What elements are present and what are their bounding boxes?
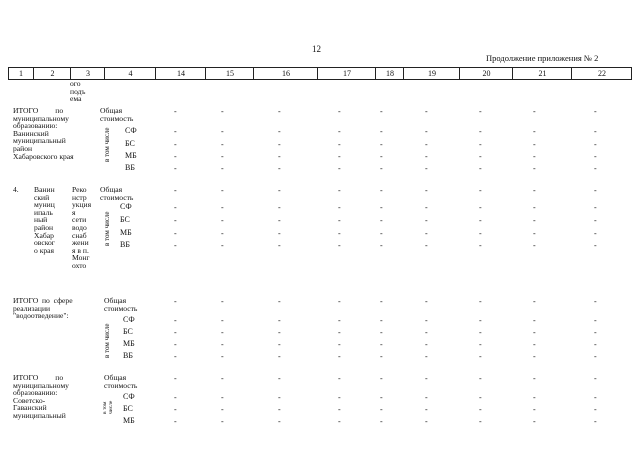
empty-cell-dash: -: [278, 352, 281, 361]
empty-cell-dash: -: [380, 297, 383, 306]
empty-cell-dash: -: [533, 393, 536, 402]
empty-cell-dash: -: [594, 127, 597, 136]
empty-cell-dash: -: [594, 186, 597, 195]
empty-cell-dash: -: [338, 352, 341, 361]
empty-cell-dash: -: [594, 417, 597, 426]
empty-cell-dash: -: [479, 405, 482, 414]
empty-cell-dash: -: [278, 203, 281, 212]
empty-cell-dash: -: [533, 229, 536, 238]
empty-cell-dash: -: [533, 417, 536, 426]
empty-cell-dash: -: [594, 203, 597, 212]
empty-cell-dash: -: [338, 405, 341, 414]
empty-cell-dash: -: [479, 241, 482, 250]
empty-cell-dash: -: [174, 352, 177, 361]
empty-cell-dash: -: [278, 340, 281, 349]
group2-row-bs: БС: [120, 215, 130, 224]
empty-cell-dash: -: [533, 203, 536, 212]
header-col-4: 4: [104, 68, 156, 79]
empty-cell-dash: -: [479, 186, 482, 195]
empty-cell-dash: -: [479, 328, 482, 337]
empty-cell-dash: -: [479, 140, 482, 149]
col3-fragment: ого подъ ема: [70, 79, 86, 104]
group1-total-label: Общая стоимость: [100, 106, 134, 123]
empty-cell-dash: -: [594, 316, 597, 325]
empty-cell-dash: -: [174, 229, 177, 238]
header-col-19: 19: [403, 68, 460, 79]
empty-cell-dash: -: [425, 405, 428, 414]
empty-cell-dash: -: [425, 417, 428, 426]
group2-row-vb: ВБ: [120, 240, 130, 249]
empty-cell-dash: -: [425, 352, 428, 361]
empty-cell-dash: -: [278, 297, 281, 306]
header-col-21: 21: [512, 68, 572, 79]
empty-cell-dash: -: [174, 374, 177, 383]
empty-cell-dash: -: [594, 107, 597, 116]
empty-cell-dash: -: [594, 229, 597, 238]
empty-cell-dash: -: [479, 152, 482, 161]
empty-cell-dash: -: [479, 216, 482, 225]
empty-cell-dash: -: [425, 107, 428, 116]
empty-cell-dash: -: [221, 340, 224, 349]
empty-cell-dash: -: [174, 340, 177, 349]
page-number: 12: [312, 44, 321, 54]
empty-cell-dash: -: [338, 229, 341, 238]
header-col-22: 22: [571, 68, 632, 79]
empty-cell-dash: -: [594, 297, 597, 306]
empty-cell-dash: -: [174, 107, 177, 116]
empty-cell-dash: -: [278, 316, 281, 325]
empty-cell-dash: -: [594, 393, 597, 402]
empty-cell-dash: -: [338, 393, 341, 402]
group4-title: ИТОГО по муниципальному образованию: Советско- Гаванский муниципальный: [13, 373, 69, 420]
group3-row-vb: ВБ: [123, 351, 133, 360]
empty-cell-dash: -: [174, 417, 177, 426]
empty-cell-dash: -: [278, 107, 281, 116]
empty-cell-dash: -: [278, 417, 281, 426]
empty-cell-dash: -: [479, 417, 482, 426]
empty-cell-dash: -: [533, 140, 536, 149]
empty-cell-dash: -: [278, 216, 281, 225]
empty-cell-dash: -: [533, 316, 536, 325]
empty-cell-dash: -: [594, 140, 597, 149]
empty-cell-dash: -: [380, 164, 383, 173]
header-col-2: 2: [33, 68, 71, 79]
empty-cell-dash: -: [221, 229, 224, 238]
empty-cell-dash: -: [221, 164, 224, 173]
empty-cell-dash: -: [221, 352, 224, 361]
group2-in-that: в том числе: [103, 211, 111, 246]
empty-cell-dash: -: [278, 328, 281, 337]
continuation-title: Продолжение приложения № 2: [486, 53, 599, 63]
empty-cell-dash: -: [174, 127, 177, 136]
group2-number: 4.: [13, 185, 19, 194]
header-col-18: 18: [375, 68, 404, 79]
empty-cell-dash: -: [533, 107, 536, 116]
empty-cell-dash: -: [594, 374, 597, 383]
empty-cell-dash: -: [479, 127, 482, 136]
empty-cell-dash: -: [338, 164, 341, 173]
group3-total-label: Общая стоимость: [104, 296, 138, 313]
empty-cell-dash: -: [278, 186, 281, 195]
group1-row-sf: СФ: [125, 126, 137, 135]
empty-cell-dash: -: [221, 127, 224, 136]
empty-cell-dash: -: [221, 316, 224, 325]
group3-row-mb: МБ: [123, 339, 135, 348]
group2-row-sf: СФ: [120, 202, 132, 211]
empty-cell-dash: -: [221, 374, 224, 383]
empty-cell-dash: -: [221, 417, 224, 426]
empty-cell-dash: -: [380, 340, 383, 349]
empty-cell-dash: -: [425, 127, 428, 136]
header-col-15: 15: [205, 68, 254, 79]
empty-cell-dash: -: [425, 186, 428, 195]
empty-cell-dash: -: [380, 216, 383, 225]
empty-cell-dash: -: [221, 203, 224, 212]
empty-cell-dash: -: [533, 340, 536, 349]
empty-cell-dash: -: [380, 186, 383, 195]
empty-cell-dash: -: [278, 140, 281, 149]
group4-total-label: Общая стоимость: [104, 373, 138, 390]
empty-cell-dash: -: [479, 393, 482, 402]
empty-cell-dash: -: [425, 374, 428, 383]
empty-cell-dash: -: [594, 340, 597, 349]
empty-cell-dash: -: [221, 107, 224, 116]
group1-row-mb: МБ: [125, 151, 137, 160]
empty-cell-dash: -: [425, 393, 428, 402]
empty-cell-dash: -: [278, 229, 281, 238]
group3-row-sf: СФ: [123, 315, 135, 324]
empty-cell-dash: -: [380, 405, 383, 414]
empty-cell-dash: -: [174, 216, 177, 225]
empty-cell-dash: -: [174, 328, 177, 337]
group1-in-that: в том числе: [103, 127, 111, 162]
empty-cell-dash: -: [338, 316, 341, 325]
empty-cell-dash: -: [594, 352, 597, 361]
empty-cell-dash: -: [594, 164, 597, 173]
empty-cell-dash: -: [174, 316, 177, 325]
header-col-1: 1: [19, 69, 23, 78]
empty-cell-dash: -: [533, 241, 536, 250]
empty-cell-dash: -: [425, 328, 428, 337]
empty-cell-dash: -: [425, 164, 428, 173]
empty-cell-dash: -: [338, 328, 341, 337]
empty-cell-dash: -: [479, 316, 482, 325]
empty-cell-dash: -: [479, 203, 482, 212]
group2-col3: Реко нстр укция я сети водо снаб жени я в п. Монг охто: [72, 185, 92, 270]
empty-cell-dash: -: [278, 374, 281, 383]
empty-cell-dash: -: [338, 203, 341, 212]
group2-row-mb: МБ: [120, 228, 132, 237]
empty-cell-dash: -: [278, 164, 281, 173]
empty-cell-dash: -: [338, 417, 341, 426]
empty-cell-dash: -: [594, 328, 597, 337]
table-header: [8, 67, 632, 80]
empty-cell-dash: -: [380, 229, 383, 238]
empty-cell-dash: -: [338, 140, 341, 149]
empty-cell-dash: -: [174, 164, 177, 173]
empty-cell-dash: -: [278, 127, 281, 136]
empty-cell-dash: -: [479, 229, 482, 238]
group2-col2: Ванин ский муниц ипаль ный район Хабар овског о края: [34, 185, 55, 255]
group4-row-sf: СФ: [123, 392, 135, 401]
group4-row-mb: МБ: [123, 416, 135, 425]
empty-cell-dash: -: [338, 216, 341, 225]
empty-cell-dash: -: [479, 164, 482, 173]
empty-cell-dash: -: [533, 297, 536, 306]
empty-cell-dash: -: [338, 152, 341, 161]
empty-cell-dash: -: [479, 374, 482, 383]
group1-title: ИТОГО по муниципальному образованию: Ванинский муниципальный район Хабаровского края: [13, 106, 74, 161]
empty-cell-dash: -: [594, 152, 597, 161]
empty-cell-dash: -: [425, 340, 428, 349]
empty-cell-dash: -: [380, 328, 383, 337]
empty-cell-dash: -: [174, 241, 177, 250]
empty-cell-dash: -: [594, 241, 597, 250]
empty-cell-dash: -: [380, 127, 383, 136]
empty-cell-dash: -: [221, 140, 224, 149]
empty-cell-dash: -: [174, 152, 177, 161]
empty-cell-dash: -: [174, 297, 177, 306]
empty-cell-dash: -: [380, 417, 383, 426]
group4-row-bs: БС: [123, 404, 133, 413]
header-col-14: 14: [155, 68, 206, 79]
empty-cell-dash: -: [533, 152, 536, 161]
group1-row-bs: БС: [125, 139, 135, 148]
empty-cell-dash: -: [174, 140, 177, 149]
empty-cell-dash: -: [380, 241, 383, 250]
empty-cell-dash: -: [278, 152, 281, 161]
empty-cell-dash: -: [221, 297, 224, 306]
empty-cell-dash: -: [479, 340, 482, 349]
empty-cell-dash: -: [338, 340, 341, 349]
group3-row-bs: БС: [123, 327, 133, 336]
empty-cell-dash: -: [338, 374, 341, 383]
empty-cell-dash: -: [380, 140, 383, 149]
empty-cell-dash: -: [338, 107, 341, 116]
empty-cell-dash: -: [174, 393, 177, 402]
empty-cell-dash: -: [380, 107, 383, 116]
empty-cell-dash: -: [278, 393, 281, 402]
empty-cell-dash: -: [479, 107, 482, 116]
empty-cell-dash: -: [594, 405, 597, 414]
empty-cell-dash: -: [174, 186, 177, 195]
group2-total-label: Общая стоимость: [100, 185, 134, 202]
empty-cell-dash: -: [221, 241, 224, 250]
empty-cell-dash: -: [221, 186, 224, 195]
empty-cell-dash: -: [425, 229, 428, 238]
empty-cell-dash: -: [221, 393, 224, 402]
empty-cell-dash: -: [425, 241, 428, 250]
empty-cell-dash: -: [425, 152, 428, 161]
empty-cell-dash: -: [425, 316, 428, 325]
empty-cell-dash: -: [338, 186, 341, 195]
empty-cell-dash: -: [278, 405, 281, 414]
empty-cell-dash: -: [533, 216, 536, 225]
empty-cell-dash: -: [533, 328, 536, 337]
empty-cell-dash: -: [380, 393, 383, 402]
empty-cell-dash: -: [380, 203, 383, 212]
empty-cell-dash: -: [221, 405, 224, 414]
empty-cell-dash: -: [221, 152, 224, 161]
group1-row-vb: ВБ: [125, 163, 135, 172]
empty-cell-dash: -: [425, 140, 428, 149]
empty-cell-dash: -: [533, 127, 536, 136]
empty-cell-dash: -: [425, 203, 428, 212]
empty-cell-dash: -: [380, 316, 383, 325]
empty-cell-dash: -: [174, 405, 177, 414]
empty-cell-dash: -: [380, 152, 383, 161]
empty-cell-dash: -: [533, 352, 536, 361]
empty-cell-dash: -: [221, 216, 224, 225]
empty-cell-dash: -: [425, 297, 428, 306]
empty-cell-dash: -: [278, 241, 281, 250]
header-col-3: 3: [70, 68, 105, 79]
empty-cell-dash: -: [380, 352, 383, 361]
empty-cell-dash: -: [221, 328, 224, 337]
empty-cell-dash: -: [338, 241, 341, 250]
header-col-16: 16: [253, 68, 318, 79]
empty-cell-dash: -: [479, 352, 482, 361]
empty-cell-dash: -: [533, 405, 536, 414]
empty-cell-dash: -: [174, 203, 177, 212]
empty-cell-dash: -: [533, 164, 536, 173]
empty-cell-dash: -: [594, 216, 597, 225]
empty-cell-dash: -: [533, 186, 536, 195]
empty-cell-dash: -: [338, 297, 341, 306]
empty-cell-dash: -: [533, 374, 536, 383]
empty-cell-dash: -: [338, 127, 341, 136]
empty-cell-dash: -: [380, 374, 383, 383]
group4-in-that: в том числе: [102, 400, 114, 414]
header-col-20: 20: [459, 68, 513, 79]
empty-cell-dash: -: [425, 216, 428, 225]
group3-in-that: в том числе: [103, 323, 111, 358]
group3-title: ИТОГО по сфере реализации "водоотведение":: [13, 296, 73, 321]
empty-cell-dash: -: [479, 297, 482, 306]
header-col-17: 17: [317, 68, 376, 79]
